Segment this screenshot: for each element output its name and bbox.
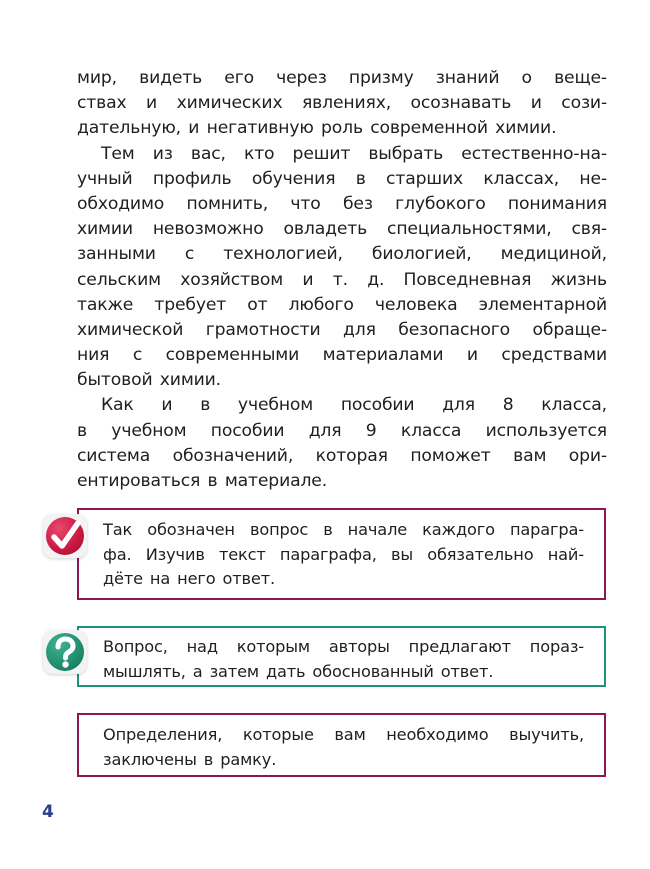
body-text [77, 66, 607, 494]
legend-text-line: Вопрос, над которым авторы предлагают пораз- [103, 637, 584, 656]
text-line: сельским хозяйством и т. д. Повседневная жизнь [77, 269, 607, 290]
text-line: ентироваться в материале. [77, 471, 328, 491]
text-line: ния с современными материалами и средствами [77, 345, 607, 366]
text-line: бытовой химии. [77, 370, 221, 391]
text-line: занными с технологией, биологией, медициной, [77, 244, 607, 265]
checkmark-icon [43, 514, 87, 558]
text-line: также требует от любого человека элементарной [77, 294, 607, 315]
text-line: дательную, и негативную роль современной химии. [77, 118, 557, 139]
text-line: учный профиль обучения в старших классах, не- [77, 168, 607, 189]
legend-text-line: заключены в рамку. [103, 749, 277, 769]
legend-text-line: Так обозначен вопрос в начале каждого парагра- [103, 520, 584, 539]
text-line: ствах и химических явлениях, осознавать и сози- [77, 93, 607, 114]
text-line: обходимо помнить, что без глубокого понимания [77, 193, 607, 214]
text-line: Как и в учебном пособии для 8 класса, [101, 395, 607, 416]
page-number: 4 [42, 802, 54, 822]
legend-text-line: Определения, которые вам необходимо выучить, [103, 725, 584, 744]
text-line: система обозначений, которая поможет вам ори- [77, 445, 607, 466]
text-line: Тем из вас, кто решит выбрать естественно-на- [101, 143, 607, 164]
text-line: химии невозможно овладеть специальностями, свя- [77, 219, 607, 240]
question-mark-icon [43, 630, 87, 674]
legend-text-line: мышлять, а затем дать обоснованный ответ. [103, 661, 494, 681]
text-line: химической грамотности для безопасного обраще- [77, 319, 607, 340]
legend-box-definitions [77, 713, 606, 777]
text-line: в учебном пособии для 9 класса используется [77, 420, 607, 441]
legend-text-line: дёте на него ответ. [103, 569, 275, 588]
legend-text-line: фа. Изучив текст параграфа, вы обязательно най- [103, 544, 584, 564]
legend-box-question-start [77, 508, 606, 600]
text-line: мир, видеть его через призму знаний о веще- [77, 68, 607, 88]
legend-box-reflection-question [77, 626, 606, 687]
